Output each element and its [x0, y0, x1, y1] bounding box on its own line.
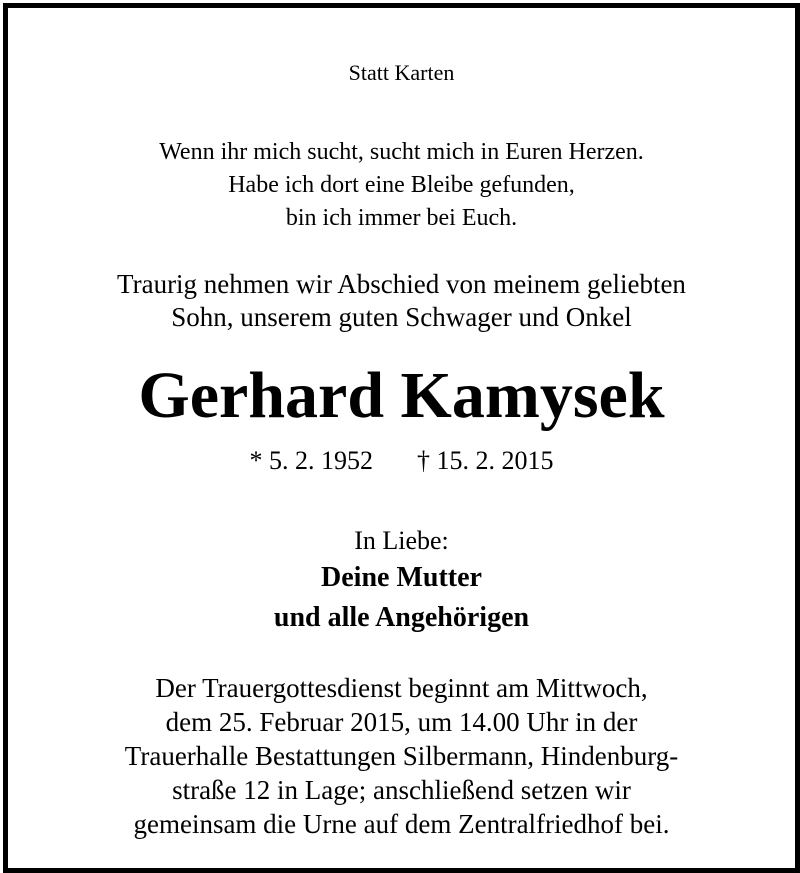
service-line: straße 12 in Lage; anschließend setzen wir [172, 775, 631, 805]
verse-block [8, 136, 795, 235]
service-line: gemeinsam die Urne auf dem Zentralfriedhof bei. [133, 809, 670, 839]
mourner-line: und alle Angehörigen [273, 602, 530, 633]
birth-date: * 5. 2. 1952 [249, 446, 373, 475]
announcement-line: Traurig nehmen wir Abschied von meinem geliebten [117, 269, 686, 299]
mourner-line: Deine Mutter [321, 562, 482, 593]
service-line: Trauerhalle Bestattungen Silbermann, Hindenburg- [124, 741, 679, 771]
service-line: dem 25. Februar 2015, um 14.00 Uhr in der [165, 707, 638, 737]
mourners-block [8, 558, 795, 638]
verse-line: bin ich immer bei Euch. [285, 205, 518, 231]
obituary-frame [3, 3, 800, 873]
service-line: Der Trauergottesdienst beginnt am Mittwoch, [155, 673, 648, 703]
service-info-block [8, 671, 795, 841]
verse-line: Habe ich dort eine Bleibe gefunden, [228, 172, 575, 198]
intro-text: Statt Karten [348, 60, 455, 85]
obituary-content [8, 8, 795, 868]
verse-line: Wenn ihr mich sucht, sucht mich in Euren Herzen. [159, 139, 644, 165]
love-line: In Liebe: [354, 526, 449, 555]
announcement-line: Sohn, unserem guten Schwager und Onkel [171, 302, 632, 332]
life-dates [8, 444, 795, 478]
deceased-name: Gerhard Kamysek [138, 359, 665, 432]
announcement-block [8, 268, 795, 334]
death-date: † 15. 2. 2015 [417, 446, 554, 475]
